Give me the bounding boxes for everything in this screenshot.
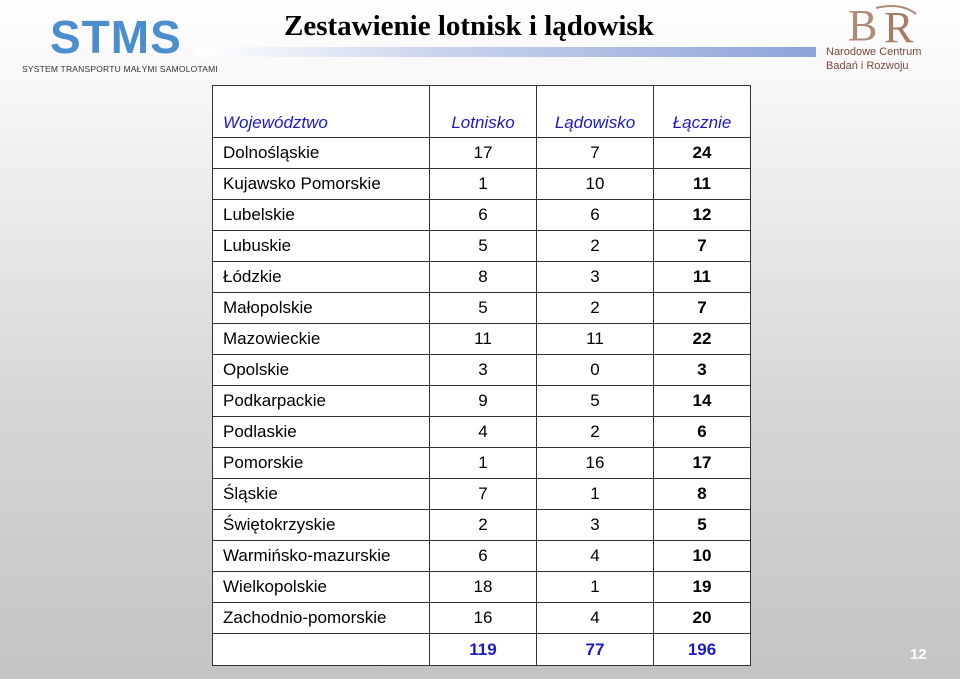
table-row bbox=[213, 200, 751, 231]
cell-airport: 11 bbox=[430, 324, 537, 355]
cell-airport: 6 bbox=[430, 200, 537, 231]
cell-landing-field: 4 bbox=[537, 541, 654, 572]
cell-total: 7 bbox=[654, 293, 751, 324]
cell-total: 12 bbox=[654, 200, 751, 231]
table-row bbox=[213, 510, 751, 541]
total-cell-voivodeship bbox=[213, 634, 430, 666]
table-row bbox=[213, 417, 751, 448]
cell-total: 19 bbox=[654, 572, 751, 603]
cell-landing-field: 7 bbox=[537, 138, 654, 169]
table-row bbox=[213, 293, 751, 324]
stms-logo-text: STMS bbox=[50, 11, 182, 63]
table-row bbox=[213, 572, 751, 603]
cell-airport: 2 bbox=[430, 510, 537, 541]
cell-landing-field: 1 bbox=[537, 572, 654, 603]
title-underline-bar bbox=[196, 47, 816, 57]
cell-airport: 17 bbox=[430, 138, 537, 169]
cell-voivodeship: Pomorskie bbox=[213, 448, 430, 479]
stms-logo bbox=[22, 8, 218, 76]
cell-voivodeship: Dolnośląskie bbox=[213, 138, 430, 169]
cell-landing-field: 4 bbox=[537, 603, 654, 634]
cell-landing-field: 10 bbox=[537, 169, 654, 200]
cell-airport: 9 bbox=[430, 386, 537, 417]
page-number: 12 bbox=[910, 646, 927, 663]
cell-landing-field: 16 bbox=[537, 448, 654, 479]
cell-voivodeship: Małopolskie bbox=[213, 293, 430, 324]
cell-total: 17 bbox=[654, 448, 751, 479]
cell-voivodeship: Kujawsko Pomorskie bbox=[213, 169, 430, 200]
cell-airport: 1 bbox=[430, 169, 537, 200]
cell-airport: 3 bbox=[430, 355, 537, 386]
total-cell-airport: 119 bbox=[430, 634, 537, 666]
table-row bbox=[213, 262, 751, 293]
page-title: Zestawienie lotnisk i lądowisk bbox=[284, 10, 654, 42]
table-row bbox=[213, 231, 751, 262]
table-row bbox=[213, 479, 751, 510]
cell-total: 14 bbox=[654, 386, 751, 417]
cell-total: 11 bbox=[654, 262, 751, 293]
cell-total: 3 bbox=[654, 355, 751, 386]
cell-landing-field: 1 bbox=[537, 479, 654, 510]
svg-text:B: B bbox=[848, 1, 878, 48]
total-cell-landing-field: 77 bbox=[537, 634, 654, 666]
cell-total: 8 bbox=[654, 479, 751, 510]
cell-airport: 8 bbox=[430, 262, 537, 293]
cell-voivodeship: Świętokrzyskie bbox=[213, 510, 430, 541]
cell-total: 5 bbox=[654, 510, 751, 541]
cell-landing-field: 6 bbox=[537, 200, 654, 231]
cell-landing-field: 3 bbox=[537, 262, 654, 293]
table-row bbox=[213, 603, 751, 634]
svg-text:R: R bbox=[884, 3, 914, 48]
table-row bbox=[213, 355, 751, 386]
airports-table bbox=[212, 85, 751, 666]
cell-airport: 1 bbox=[430, 448, 537, 479]
cell-voivodeship: Śląskie bbox=[213, 479, 430, 510]
cell-landing-field: 2 bbox=[537, 417, 654, 448]
header-total: Łącznie bbox=[654, 86, 751, 138]
cell-voivodeship: Warmińsko-mazurskie bbox=[213, 541, 430, 572]
table-row bbox=[213, 541, 751, 572]
header-landing-field: Lądowisko bbox=[537, 86, 654, 138]
cell-voivodeship: Opolskie bbox=[213, 355, 430, 386]
cell-landing-field: 5 bbox=[537, 386, 654, 417]
ncbr-name-line2: Badań i Rozwoju bbox=[826, 60, 909, 72]
cell-voivodeship: Lubuskie bbox=[213, 231, 430, 262]
cell-airport: 16 bbox=[430, 603, 537, 634]
cell-airport: 4 bbox=[430, 417, 537, 448]
totals-row bbox=[213, 634, 751, 666]
cell-voivodeship: Podlaskie bbox=[213, 417, 430, 448]
cell-voivodeship: Lubelskie bbox=[213, 200, 430, 231]
cell-airport: 18 bbox=[430, 572, 537, 603]
table-row bbox=[213, 138, 751, 169]
total-cell-total: 196 bbox=[654, 634, 751, 666]
cell-voivodeship: Zachodnio-pomorskie bbox=[213, 603, 430, 634]
header-voivodeship: Województwo bbox=[213, 86, 430, 138]
ncbr-name-line1: Narodowe Centrum bbox=[826, 46, 922, 58]
cell-total: 11 bbox=[654, 169, 751, 200]
table-row bbox=[213, 324, 751, 355]
cell-voivodeship: Łódzkie bbox=[213, 262, 430, 293]
cell-voivodeship: Wielkopolskie bbox=[213, 572, 430, 603]
cell-airport: 5 bbox=[430, 293, 537, 324]
stms-logo-subtitle: SYSTEM TRANSPORTU MAŁYMI SAMOLOTAMI bbox=[22, 64, 218, 74]
cell-landing-field: 3 bbox=[537, 510, 654, 541]
table-row bbox=[213, 448, 751, 479]
cell-voivodeship: Podkarpackie bbox=[213, 386, 430, 417]
header-airport: Lotnisko bbox=[430, 86, 537, 138]
cell-total: 24 bbox=[654, 138, 751, 169]
cell-total: 7 bbox=[654, 231, 751, 262]
cell-landing-field: 2 bbox=[537, 293, 654, 324]
cell-total: 20 bbox=[654, 603, 751, 634]
cell-landing-field: 11 bbox=[537, 324, 654, 355]
cell-landing-field: 2 bbox=[537, 231, 654, 262]
ncbr-br-icon bbox=[846, 0, 946, 48]
table-row bbox=[213, 169, 751, 200]
table-row bbox=[213, 386, 751, 417]
cell-total: 22 bbox=[654, 324, 751, 355]
table-header-row bbox=[213, 86, 751, 138]
cell-landing-field: 0 bbox=[537, 355, 654, 386]
cell-voivodeship: Mazowieckie bbox=[213, 324, 430, 355]
cell-airport: 7 bbox=[430, 479, 537, 510]
cell-airport: 6 bbox=[430, 541, 537, 572]
cell-total: 6 bbox=[654, 417, 751, 448]
cell-airport: 5 bbox=[430, 231, 537, 262]
ncbr-logo bbox=[820, 0, 955, 78]
cell-total: 10 bbox=[654, 541, 751, 572]
